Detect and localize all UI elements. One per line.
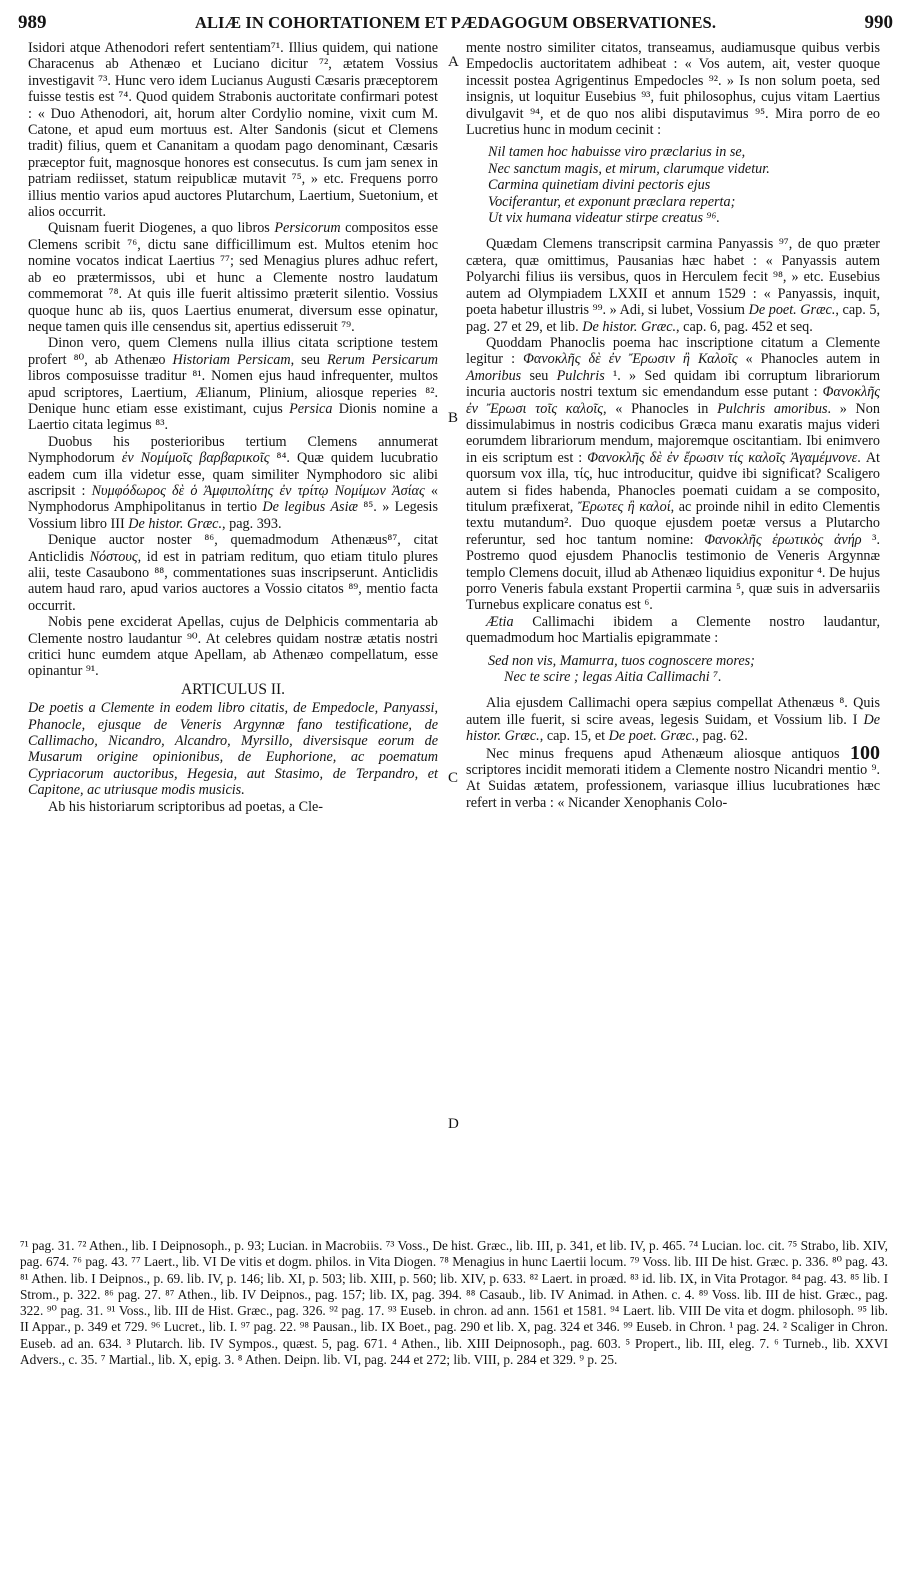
verse-line: Nec te scire ; legas Aitia Callimachi ⁷. — [504, 669, 722, 686]
verse-line: Ut vix humana videatur stirpe creatus ⁹⁶. — [488, 210, 720, 227]
paragraph: Denique auctor noster ⁸⁶, quemadmodum Athenæus⁸⁷, citat Anticlidis Νόστους, id est in patriam reditum, quo etiam titulo plures alii, teste Casaubono ⁸⁸, commentationes suas inscripserunt. Anticlidis autem haud raro, apud varios auctores a Vossio citatos ⁸⁹, mentio facta occurrit. — [28, 532, 438, 614]
left-column — [28, 40, 438, 815]
paragraph: Duobus his posterioribus tertium Clemens annumerat Nymphodorum ἐν Νομίμοῖς βαρβαρικοῖς ⁸⁴. Quæ quidem lucubratio eadem cum illa videtur esse, quam similiter Nymphodoro sic alibi ascripsit : Νυμφόδωρος δὲ ὁ Ἀμφιπολίτης ἐν τρίτῳ Νομίμων Ἀσίας « Nymphodorus Amphipolitanus in tertio De legibus Asiæ ⁸⁵. » Legesis Vossium libro III De histor. Græc., pag. 393. — [28, 433, 439, 532]
margin-letter-a: A — [448, 54, 459, 70]
verse-quotation — [488, 653, 880, 686]
paragraph: Ab his historiarum scriptoribus ad poetas, a Cle- — [48, 798, 324, 815]
paragraph: Dinon vero, quem Clemens nulla illius citata scriptione testem profert ⁸⁰, ab Athenæo Historiam Persicam, seu Rerum Persicarum libros composuisse traditur ⁸¹. Nomen ejus haud infrequenter, multos apud scriptores, Laertium, Ælianum, Plinium, aliosque reperies ⁸². Denique hunc etiam esse existimant, cujus Persica Dionis nomine a Laertio citata legimus ⁸³. — [28, 335, 438, 434]
page-number-left: 989 — [18, 12, 47, 33]
paragraph: Ætia Callimachi ibidem a Clemente nostro laudantur, quemadmodum hoc Martialis epigrammate : — [466, 613, 880, 647]
paragraph: Isidori atque Athenodori refert sententiam⁷¹. Illius quidem, qui natione Characenus ab Athenæo et Luciano dicitur ⁷², ætatem Vossius investigavit ⁷³. Hunc vero idem Lucianus Augusti Cæsaris præceptorem fuisse testis est ⁷⁴. Quod quidem Strabonis auctoritate confirmari potest : « Duo Athenodori, ait, horum alter Cordylio nomine, vixit cum M. Catone, et apud eum mortuus est. Alter Sandonis (sicut et Clemens tradit) filius, quem et Cananitam a quodam pago denominant, Cæsaris præceptor fuit, magnosque honores est consecutus. Is cum jam senex in patriam rediisset, statum reipublicæ mutavit ⁷⁵, » etc. Frequens porro illius mentio varios apud auctores Plutarchum, Laertium, Suetonium, et alios occurrit. — [28, 40, 438, 221]
running-title: ALIÆ IN COHORTATIONEM ET PÆDAGOGUM OBSERVATIONES. — [194, 13, 717, 32]
verse-quotation — [488, 144, 880, 226]
article-heading: ARTICULUS II. — [180, 680, 286, 698]
paragraph: Quisnam fuerit Diogenes, a quo libros Persicorum compositos esse Clemens scribit ⁷⁶, dictu sane difficillimum est. Multos etenim hoc nomine vocatos indicat Laertius ⁷⁷; sed Menagius plures adhuc refert, ab eo prætermissos, ubi et hunc a Clemente nostro laudatum commemorat ⁷⁸. At quis ille fuerit altissimo præterit silentio. Vossius quoque hunc ab iis, quos Laertius enumerat, diversum esse opinatur, neque tamen quis ille censendus sit, apertius edisseruit ⁷⁹. — [28, 220, 438, 335]
paragraph: Quoddam Phanoclis poema hac inscriptione citatum a Clemente legitur : Φανοκλῆς δὲ ἐν Ἔρωσιν ἢ Καλοῖς « Phanocles autem in Amoribus seu Pulchris ¹. » Sed quidam ibi corruptum librariorum incuria auctoris nostri textum sic emendandum esse putant : Φανοκλῆς ἐν Ἔρωσι τοῖς καλοῖς, « Phanocles in Pulchris amoribus. » Non dissimulabimus in nostris codicibus Græca manu exaratis majus videri eorumdem librariorum mendum, majoremque oscitantiam. Ibi enimvero in eis scriptum est : Φανοκλῆς δὲ ἐν ἔρωσιν τίς καλοῖς Ἀγαμέμνονε. At quorsum vox illa, τίς, huc introducitur, quidve ibi significat? Scaligero autem si fides habenda, Phanocles poemati cuidam a se composito, titulum præfixerat, Ἔρωτες ἢ καλοί, ac proinde nihil in edito Clementis textu mutandum². Duo quoque ejusdem poetæ versus a Plutarcho referuntur, sed hoc tantum nomine: Φανοκλῆς ἐρωτικὸς ἀνήρ ³. Postremo quod ejusdem Phanoclis testimonio de Veneris Argynnæ templo Clemens docuit, illud ab Athenæo liquidius exponitur ⁴. De hujus porro Veneris fabula exstant Propertii carmina ⁵, quæ suis in adversariis Turnebus explicare conatus est ⁶. — [466, 334, 881, 614]
footnotes: ⁷¹ pag. 31. ⁷² Athen., lib. I Deipnosoph., p. 93; Lucian. in Macrobiis. ⁷³ Voss., De hist. Græc., lib. III, p. 341, et lib. IV, p. 465. ⁷⁴ Lucian. loc. cit. ⁷⁵ Strabo, lib. XIV, pag. 674. ⁷⁶ pag. 43. ⁷⁷ Laert., lib. VI De vitis et dogm. philos. in Vita Diogen. ⁷⁸ Menagius in hunc Laertii locum. ⁷⁹ Voss. lib. III De hist. Græc. p. 336. ⁸⁰ pag. 43. ⁸¹ Athen. lib. I Deipnos., p. 69. lib. IV, p. 146; lib. XI, p. 503; lib. XIII, p. 560; lib. XIV, p. 633. ⁸² Laert. in proæd. ⁸³ id. lib. IX, in Vita Protagor. ⁸⁴ pag. 43. ⁸⁵ lib. I Strom., p. 322. ⁸⁶ pag. 27. ⁸⁷ Athen., lib. IV Deipnos., pag. 157; lib. IX, pag. 394. ⁸⁸ Casaub., lib. IV Animad. in Athen. c. 4. ⁸⁹ Voss. lib. III de hist. Græc., pag. 322. ⁹⁰ pag. 31. ⁹¹ Voss., lib. III de Hist. Græc., pag. 326. ⁹² pag. 17. ⁹³ Euseb. in chron. ad ann. 1561 et 1581. ⁹⁴ Laert. lib. VIII De vita et dogm. philosoph. ⁹⁵ lib. II Appar., p. 349 et 729. ⁹⁶ Lucret., lib. I. ⁹⁷ pag. 22. ⁹⁸ Pausan., lib. IX Boet., pag. 290 et lib. X, pag. 324 et 346. ⁹⁹ Euseb. in Chron. ¹ pag. 24. ² Scaliger in Chron. Euseb. ad an. 634. ³ Plutarch. lib. IV Sympos., quæst. 5, pag. 671. ⁴ Athen., lib. XIII Deipnosoph., pag. 603. ⁵ Propert., lib. III, eleg. 7. ⁶ Turneb., lib. XXVI Advers., c. 35. ⁷ Martial., lib. X, epig. 3. ⁸ Athen. Deipn. lib. VI, pag. 244 et 272; lib. VIII, p. 284 et 329. ⁹ p. 25. — [20, 1238, 888, 1368]
margin-letter-c: C — [448, 770, 459, 786]
paragraph: Nec minus frequens apud Athenæum aliosque antiquos 100 scriptores incidit memorati itidem a Clemente nostro Nicandri mentio ⁹. At Suidas ætatem, professionem, variasque illius lucubrationes hæc refert in verba : « Nicander Xenophanis Colo- — [466, 741, 880, 811]
verse-line: Nec sanctum magis, et mirum, clarumque videtur. — [488, 160, 770, 177]
article-summary: De poetis a Clemente in eodem libro citatis, de Empedocle, Panyassi, Phanocle, ejusque de Veneris Argynnæ fano testificatione, de Callimacho, Nicandro, Alcandro, Myrsillo, diversisque eorum de Musarum origine opinionibus, de Euphorione, ac poematum Cypriacorum auctoribus, Hegesia, aut Stasimo, de Terpandro, et Capitone, ac utriusque modis musicis. — [28, 700, 438, 799]
paragraph: Nobis pene exciderat Apellas, cujus de Delphicis commentaria ab Clemente nostro laudantur ⁹⁰. At celebres quidam nostræ ætatis nostri critici hunc eumdem atque Apellam, ab Athenæo compellatum, esse opinantur ⁹¹. — [28, 614, 438, 680]
folio-number: 100 — [850, 741, 880, 764]
running-header — [18, 12, 893, 36]
paragraph: mente nostro similiter citatos, transeamus, audiamusque quibus verbis Empedoclis auctoritatem adhibeat : « Vos autem, ait, vester quoque incessit postea Agrigentinus Empedocles ⁹². » Is non solum poeta, sed insignis, ut loquitur Eusebius ⁹³, fuit philosophus, cujus vitam Laertius divulgavit ⁹⁴, et de quo nos alibi disputavimus ⁹⁵. Mira porro de eo Lucretius hunc in modum cecinit : — [466, 40, 880, 139]
paragraph: Quædam Clemens transcripsit carmina Panyassis ⁹⁷, de quo præter cætera, quæ omittimus, Pausanias hæc habet : « Panyassis autem Polyarchi filius iis versibus, quos in Herculem fecit ⁹⁸, » etc. Eusebius autem ad Olympiadem LXXII et annum 1529 : « Panyassis, inquit, poeta habetur illustris ⁹⁹. » Adi, si lubet, Vossium De poet. Græc., cap. 5, pag. 27 et 29, et lib. De histor. Græc., cap. 6, pag. 452 et seq. — [466, 236, 880, 335]
page-number-right: 990 — [864, 12, 893, 33]
margin-letter-d: D — [448, 1116, 459, 1132]
margin-letter-b: B — [448, 410, 459, 426]
verse-line: Carmina quinetiam divini pectoris ejus — [488, 177, 711, 194]
paragraph: Alia ejusdem Callimachi opera sæpius compellat Athenæus ⁸. Quis autem ille fuerit, si scire aveas, legesis Suidam, et Vossium lib. I De histor. Græc., cap. 15, et De poet. Græc., pag. 62. — [466, 695, 880, 745]
verse-line: Nil tamen hoc habuisse viro præclarius in se, — [488, 144, 746, 161]
verse-line: Vociferantur, et exponunt præclara reperta; — [488, 193, 736, 210]
verse-line: Sed non vis, Mamurra, tuos cognoscere mores; — [488, 652, 755, 669]
right-column — [466, 40, 880, 811]
